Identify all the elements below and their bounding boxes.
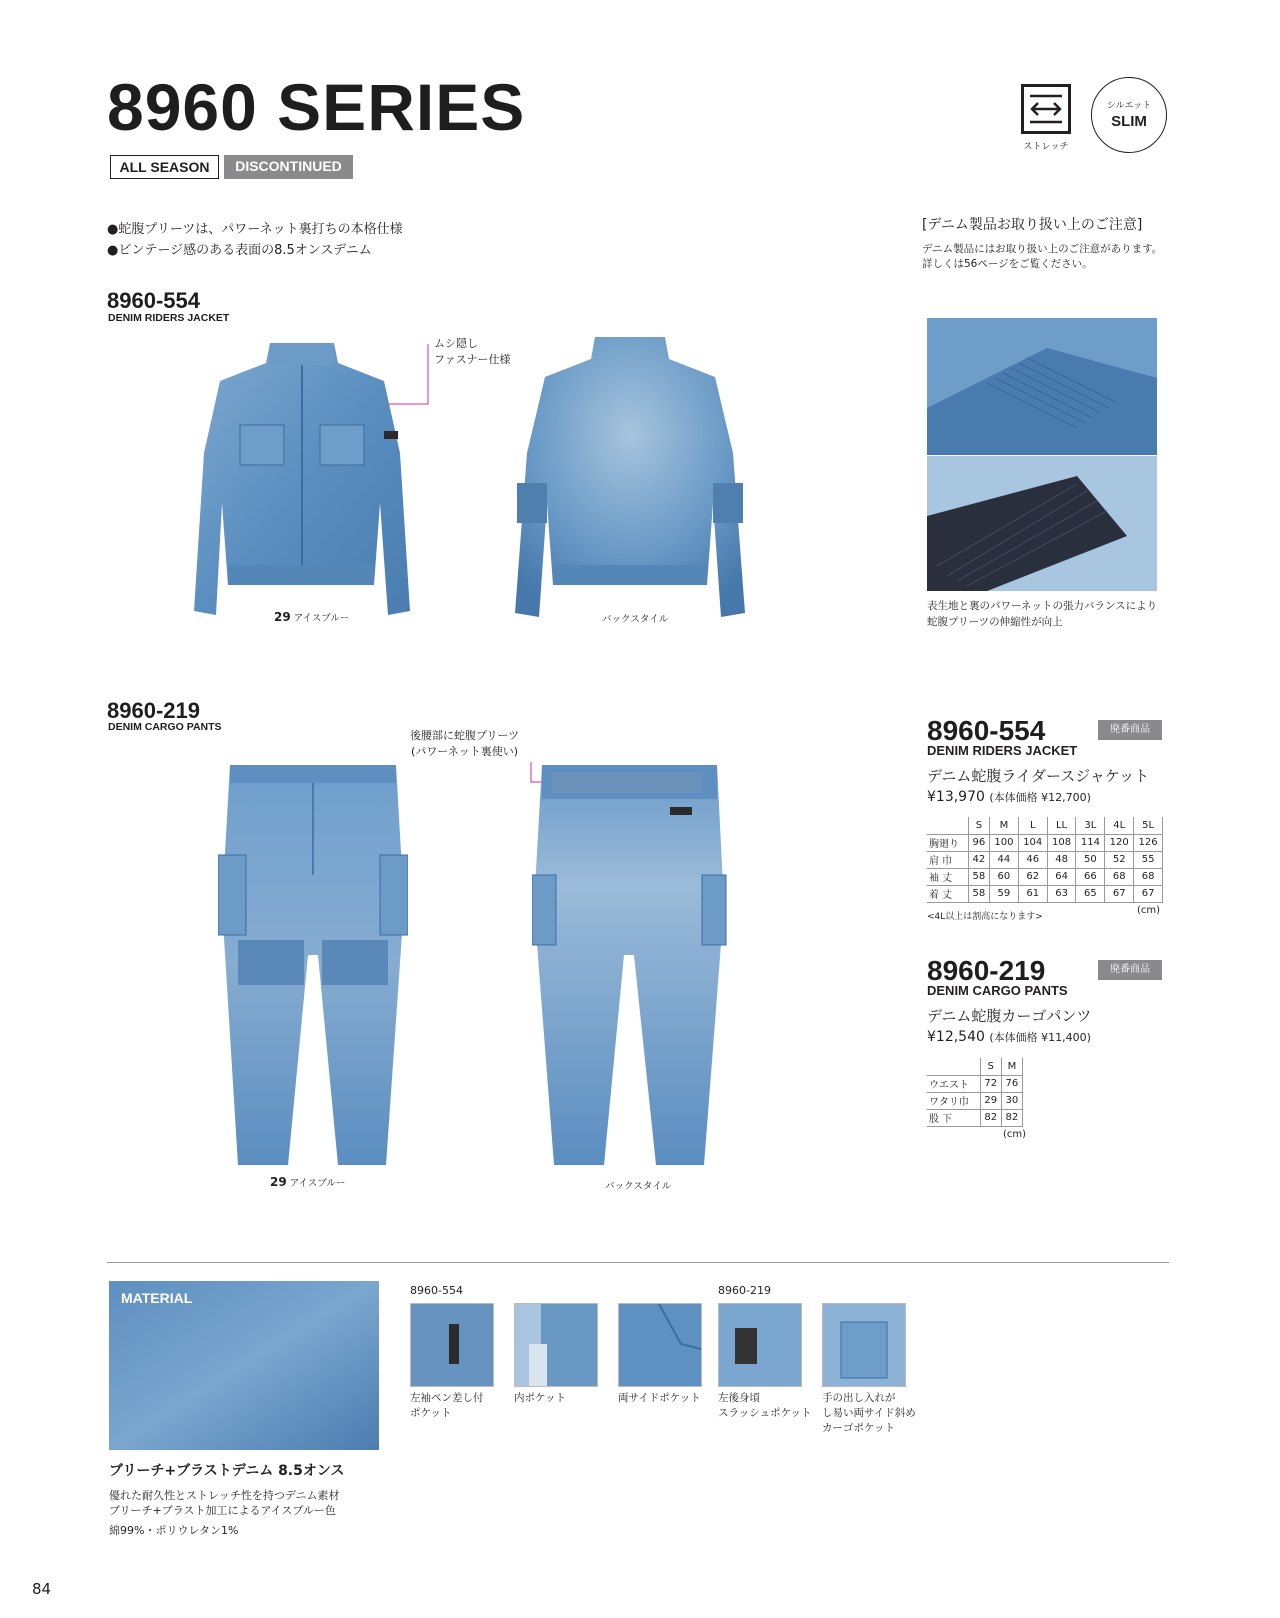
jacket-size-cell: 58 <box>968 885 989 902</box>
pants-size-cell: 82 <box>1001 1109 1022 1126</box>
jacket-size-header-cell: 4L <box>1105 817 1134 834</box>
jacket-model-no: 8960-554 <box>107 288 200 313</box>
info-jacket-price: ¥13,970 <box>927 789 985 805</box>
season-tag: ALL SEASON <box>110 155 219 179</box>
pants-size-header-cell <box>927 1058 980 1075</box>
material-swatch-image <box>109 1281 379 1450</box>
jacket-size-row <box>927 885 1163 902</box>
detail-thumb-pen-pocket <box>410 1303 494 1387</box>
pants-size-cell: ウエスト <box>927 1075 980 1092</box>
feature-2: ●ビンテージ感のある表面の8.5オンスデニム <box>107 243 372 258</box>
jacket-size-cell: 52 <box>1105 851 1134 868</box>
detail-caption-line: スラッシュポケット <box>718 1407 812 1419</box>
pants-size-cell: 76 <box>1001 1075 1022 1092</box>
jacket-size-cell: 44 <box>990 851 1019 868</box>
info-jacket-price-row <box>927 789 1091 805</box>
pants-size-row <box>927 1075 1023 1092</box>
jacket-size-cell: 67 <box>1105 885 1134 902</box>
jacket-size-header-cell: L <box>1018 817 1047 834</box>
detail-thumb-side-pocket <box>618 1303 702 1387</box>
detail-caption-line: し易い両サイド斜め <box>822 1407 916 1419</box>
jacket-size-row <box>927 868 1163 885</box>
detail-caption-line: 左袖ペン差し付 <box>410 1392 484 1404</box>
jacket-size-cell: 100 <box>990 834 1019 851</box>
detail-caption-line: カーゴポケット <box>822 1422 895 1434</box>
jacket-size-cell: 着 丈 <box>927 885 968 902</box>
jacket-size-header-cell <box>927 817 968 834</box>
pants-size-cell: ワタリ巾 <box>927 1092 980 1109</box>
detail-caption-line: 手の出し入れが <box>822 1392 896 1404</box>
jacket-size-cell: 46 <box>1018 851 1047 868</box>
pants-size-cell: 72 <box>980 1075 1001 1092</box>
jacket-size-cell: 55 <box>1134 851 1163 868</box>
jacket-size-cell: 67 <box>1134 885 1163 902</box>
jacket-size-row <box>927 834 1163 851</box>
feature-1: ●蛇腹プリーツは、パワーネット裏打ちの本格仕様 <box>107 222 403 237</box>
detail-caption-line: 内ポケット <box>514 1392 566 1404</box>
pants-size-row <box>927 1092 1023 1109</box>
jacket-front-image <box>188 333 416 623</box>
detail-jacket-model: 8960-554 <box>410 1284 463 1297</box>
info-jacket-name-jp: デニム蛇腹ライダースジャケット <box>927 767 1150 785</box>
care-notice-line-2: 詳しくは56ページをご覧ください。 <box>922 258 1093 270</box>
pants-size-header-cell: M <box>1001 1058 1022 1075</box>
pleat-detail-caption-line-2: 蛇腹プリーツの伸縮性が向上 <box>927 616 1063 628</box>
info-jacket-price-base: (本体価格 ¥12,700) <box>989 791 1091 804</box>
jacket-size-cell: 60 <box>990 868 1019 885</box>
jacket-size-cell: 59 <box>990 885 1019 902</box>
info-pants-price-base: (本体価格 ¥11,400) <box>989 1031 1091 1044</box>
page-number: 84 <box>32 1580 52 1598</box>
jacket-size-cell: 62 <box>1018 868 1047 885</box>
pants-front-color-no: 29 <box>270 1175 287 1189</box>
jacket-size-cell: 63 <box>1047 885 1076 902</box>
jacket-callout-line-2: ファスナー仕様 <box>434 353 511 366</box>
jacket-size-table <box>927 817 1163 903</box>
material-desc-line-2: ブリーチ+ブラスト加工によるアイスブルー色 <box>109 1504 336 1517</box>
jacket-size-cell: 50 <box>1076 851 1105 868</box>
pleat-detail-image-1 <box>927 318 1157 455</box>
info-pants-name-jp: デニム蛇腹カーゴパンツ <box>927 1007 1092 1025</box>
jacket-front-caption <box>274 610 349 624</box>
detail-caption-line: 左後身頃 <box>718 1392 760 1404</box>
jacket-size-cell: 126 <box>1134 834 1163 851</box>
jacket-size-cell: 64 <box>1047 868 1076 885</box>
jacket-size-cell: 48 <box>1047 851 1076 868</box>
detail-caption-line: ポケット <box>410 1407 452 1419</box>
info-pants-name-en: DENIM CARGO PANTS <box>927 983 1068 998</box>
jacket-size-cell: 61 <box>1018 885 1047 902</box>
jacket-size-note: <4L以上は割高になります> <box>927 912 1043 922</box>
jacket-callout <box>434 336 511 368</box>
material-desc-line-1: 優れた耐久性とストレッチ性を持つデニム素材 <box>109 1489 340 1502</box>
pleat-detail-image-2 <box>927 456 1157 591</box>
pants-size-cell: 82 <box>980 1109 1001 1126</box>
jacket-back-caption: バックスタイル <box>602 614 669 625</box>
jacket-size-header-cell: LL <box>1047 817 1076 834</box>
pants-size-cell: 30 <box>1001 1092 1022 1109</box>
pants-size-row <box>927 1109 1023 1126</box>
silhouette-value: SLIM <box>1111 113 1147 130</box>
detail-caption-side-pocket <box>618 1391 701 1406</box>
info-jacket-name-en: DENIM RIDERS JACKET <box>927 743 1078 758</box>
jacket-size-cell: 108 <box>1047 834 1076 851</box>
detail-thumb-inner-pocket <box>514 1303 598 1387</box>
care-notice-line-1: デニム製品にはお取り扱い上のご注意があります。 <box>922 243 1163 255</box>
jacket-size-cell: 96 <box>968 834 989 851</box>
section-divider <box>107 1262 1169 1263</box>
jacket-size-cell: 58 <box>968 868 989 885</box>
silhouette-badge <box>1091 77 1167 153</box>
pants-model-no: 8960-219 <box>107 698 200 723</box>
jacket-callout-line-1: ムシ隠し <box>434 337 478 350</box>
jacket-size-cell: 袖 丈 <box>927 868 968 885</box>
pants-size-header-cell: S <box>980 1058 1001 1075</box>
detail-thumb-cargo-pocket <box>822 1303 906 1387</box>
detail-caption-cargo-pocket <box>822 1391 916 1436</box>
jacket-size-cell: 68 <box>1105 868 1134 885</box>
jacket-size-cell: 66 <box>1076 868 1105 885</box>
jacket-size-header-row <box>927 817 1163 834</box>
material-label: MATERIAL <box>121 1290 193 1306</box>
jacket-size-row <box>927 851 1163 868</box>
pleat-detail-caption-line-1: 表生地と裏のパワーネットの張力バランスにより <box>927 600 1158 612</box>
jacket-size-header-cell: 5L <box>1134 817 1163 834</box>
pants-back-caption: バックスタイル <box>605 1181 672 1192</box>
pants-callout-line-1: 後腰部に蛇腹プリーツ <box>410 729 520 742</box>
material-composition: 綿99%・ポリウレタン1% <box>109 1524 239 1537</box>
info-pants-badge: 廃番商品 <box>1098 960 1162 980</box>
jacket-size-header-cell: 3L <box>1076 817 1105 834</box>
stretch-icon <box>1021 84 1071 134</box>
jacket-size-cell: 65 <box>1076 885 1105 902</box>
pleat-detail-caption <box>927 598 1157 630</box>
info-jacket-badge: 廃番商品 <box>1098 720 1162 740</box>
jacket-size-cell: 肩 巾 <box>927 851 968 868</box>
jacket-size-cell: 104 <box>1018 834 1047 851</box>
jacket-size-cell: 42 <box>968 851 989 868</box>
jacket-size-cell: 胸廻り <box>927 834 968 851</box>
jacket-size-unit: (cm) <box>1137 905 1161 916</box>
silhouette-label: シルエット <box>1106 101 1152 111</box>
jacket-front-color-no: 29 <box>274 610 291 624</box>
pants-name-en: DENIM CARGO PANTS <box>108 721 222 733</box>
jacket-size-header-cell: M <box>990 817 1019 834</box>
jacket-back-image <box>507 333 752 623</box>
pants-size-header-row <box>927 1058 1023 1075</box>
pants-front-color-name: アイスブルー <box>289 1178 346 1189</box>
detail-caption-slash-pocket <box>718 1391 812 1421</box>
pants-callout <box>410 728 519 760</box>
detail-caption-line: 両サイドポケット <box>618 1392 701 1404</box>
info-pants-price-row <box>927 1029 1091 1045</box>
pants-size-table <box>927 1058 1023 1127</box>
pants-front-image <box>218 765 408 1170</box>
care-notice-title: [デニム製品お取り扱い上のご注意] <box>922 217 1143 233</box>
info-pants-price: ¥12,540 <box>927 1029 985 1045</box>
pants-size-cell: 股 下 <box>927 1109 980 1126</box>
pants-callout-line-2: (パワーネット裏使い) <box>411 745 519 758</box>
jacket-size-cell: 114 <box>1076 834 1105 851</box>
jacket-name-en: DENIM RIDERS JACKET <box>108 312 230 324</box>
jacket-size-cell: 120 <box>1105 834 1134 851</box>
detail-thumb-slash-pocket <box>718 1303 802 1387</box>
material-title: ブリーチ+ブラストデニム 8.5オンス <box>109 1463 345 1479</box>
jacket-front-color-name: アイスブルー <box>293 613 350 624</box>
detail-caption-inner-pocket <box>514 1391 566 1406</box>
jacket-size-header-cell: S <box>968 817 989 834</box>
info-pants-model: 8960-219 <box>927 955 1046 986</box>
jacket-size-cell: 68 <box>1134 868 1163 885</box>
series-title: 8960 SERIES <box>107 70 526 144</box>
pants-back-image <box>532 765 727 1170</box>
detail-caption-pen-pocket <box>410 1391 484 1421</box>
pants-front-caption <box>270 1175 345 1189</box>
discontinued-tag: DISCONTINUED <box>224 155 353 179</box>
pants-size-cell: 29 <box>980 1092 1001 1109</box>
pants-size-unit: (cm) <box>1003 1129 1027 1140</box>
detail-pants-model: 8960-219 <box>718 1284 771 1297</box>
stretch-label: ストレッチ <box>1023 142 1069 152</box>
info-jacket-model: 8960-554 <box>927 715 1046 746</box>
